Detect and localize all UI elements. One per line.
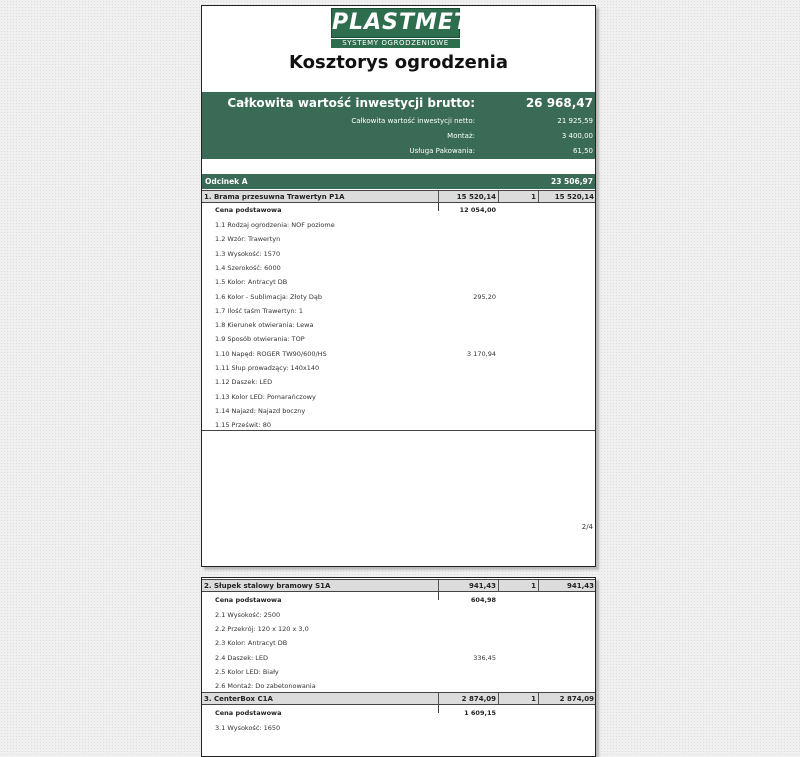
document-page-1 bbox=[201, 5, 596, 567]
attribute-line: 1.7 Ilość taśm Trawertyn: 1 bbox=[215, 307, 304, 315]
attribute-line: 2.6 Montaż: Do zabetonowania bbox=[215, 682, 316, 690]
item-qty: 1 bbox=[498, 580, 538, 591]
logo-brand: PLASTMET bbox=[331, 8, 460, 38]
attribute-line: 1.3 Wysokość: 1570 bbox=[215, 250, 281, 258]
summary-montage-value: 3 400,00 bbox=[561, 132, 593, 140]
item-details bbox=[202, 592, 595, 693]
item-name: 3. CenterBox C1A bbox=[204, 695, 273, 703]
item-name: 1. Brama przesuwna Trawertyn P1A bbox=[204, 193, 345, 201]
attribute-price: 3 170,94 bbox=[467, 350, 496, 358]
attribute-line: 1.6 Kolor - Sublimacja: Złoty Dąb bbox=[215, 293, 323, 301]
document-title: Kosztorys ogrodzenia bbox=[289, 52, 508, 73]
summary-packing-label: Usługa Pakowania: bbox=[409, 147, 475, 155]
section-value: 23 506,97 bbox=[551, 177, 593, 186]
item-price: 2 874,09 bbox=[438, 693, 498, 704]
item-total: 941,43 bbox=[538, 580, 596, 591]
attribute-line: 1.11 Słup prowadzący: 140x140 bbox=[215, 364, 320, 372]
document-page-2 bbox=[201, 577, 596, 757]
page-number: 2/4 bbox=[581, 523, 593, 531]
item-details bbox=[202, 203, 595, 431]
company-logo bbox=[331, 8, 470, 47]
item-qty: 1 bbox=[498, 693, 538, 704]
summary-gross-label: Całkowita wartość inwestycji brutto: bbox=[227, 96, 475, 110]
attribute-line: 2.5 Kolor LED: Biały bbox=[215, 668, 279, 676]
section-header bbox=[202, 174, 595, 189]
summary-packing-value: 61,50 bbox=[572, 147, 593, 155]
item-row bbox=[202, 579, 595, 592]
attribute-line: 1.5 Kolor: Antracyt DB bbox=[215, 278, 288, 286]
item-row bbox=[202, 692, 595, 705]
base-price-value: 1 609,15 bbox=[464, 709, 496, 717]
attribute-line: 2.3 Kolor: Antracyt DB bbox=[215, 639, 288, 647]
attribute-line: 1.14 Najazd: Najazd boczny bbox=[215, 407, 306, 415]
attribute-line: 2.2 Przekrój: 120 x 120 x 3,0 bbox=[215, 625, 309, 633]
attribute-line: 1.2 Wzór: Trawertyn bbox=[215, 235, 281, 243]
section-label: Odcinek A bbox=[205, 177, 248, 186]
item-name: 2. Słupek stalowy bramowy S1A bbox=[204, 582, 331, 590]
item-row bbox=[202, 190, 595, 203]
summary-net-label: Całkowita wartość inwestycji netto: bbox=[351, 117, 475, 125]
summary-montage-label: Montaż: bbox=[447, 132, 475, 140]
attribute-line: 1.8 Kierunek otwierania: Lewa bbox=[215, 321, 314, 329]
attribute-line: 3.1 Wysokość: 1650 bbox=[215, 724, 281, 732]
attribute-price: 295,20 bbox=[473, 293, 496, 301]
summary-gross-value: 26 968,47 bbox=[525, 96, 593, 110]
item-details bbox=[202, 705, 595, 745]
base-price-label: Cena podstawowa bbox=[215, 596, 282, 604]
logo-tagline: SYSTEMY OGRODZENIOWE bbox=[331, 39, 460, 48]
attribute-line: 1.10 Napęd: ROGER TW90/600/HS bbox=[215, 350, 327, 358]
attribute-line: 1.4 Szerokość: 6000 bbox=[215, 264, 281, 272]
item-price: 941,43 bbox=[438, 580, 498, 591]
attribute-line: 2.1 Wysokość: 2500 bbox=[215, 611, 281, 619]
attribute-line: 1.12 Daszek: LED bbox=[215, 378, 273, 386]
item-qty: 1 bbox=[498, 191, 538, 202]
item-price: 15 520,14 bbox=[438, 191, 498, 202]
base-price-label: Cena podstawowa bbox=[215, 206, 282, 214]
summary-net-value: 21 925,59 bbox=[557, 117, 593, 125]
item-total: 2 874,09 bbox=[538, 693, 596, 704]
base-price-label: Cena podstawowa bbox=[215, 709, 282, 717]
base-price-value: 604,98 bbox=[470, 596, 496, 604]
attribute-line: 1.13 Kolor LED: Pomarańczowy bbox=[215, 393, 316, 401]
attribute-line: 1.9 Sposób otwierania: TOP bbox=[215, 335, 305, 343]
investment-summary bbox=[202, 92, 595, 159]
item-total: 15 520,14 bbox=[538, 191, 596, 202]
attribute-price: 336,45 bbox=[473, 654, 496, 662]
attribute-line: 1.15 Prześwit: 80 bbox=[215, 421, 272, 429]
attribute-line: 2.4 Daszek: LED bbox=[215, 654, 268, 662]
attribute-line: 1.1 Rodzaj ogrodzenia: NOF poziome bbox=[215, 221, 335, 229]
base-price-value: 12 054,00 bbox=[459, 206, 496, 214]
